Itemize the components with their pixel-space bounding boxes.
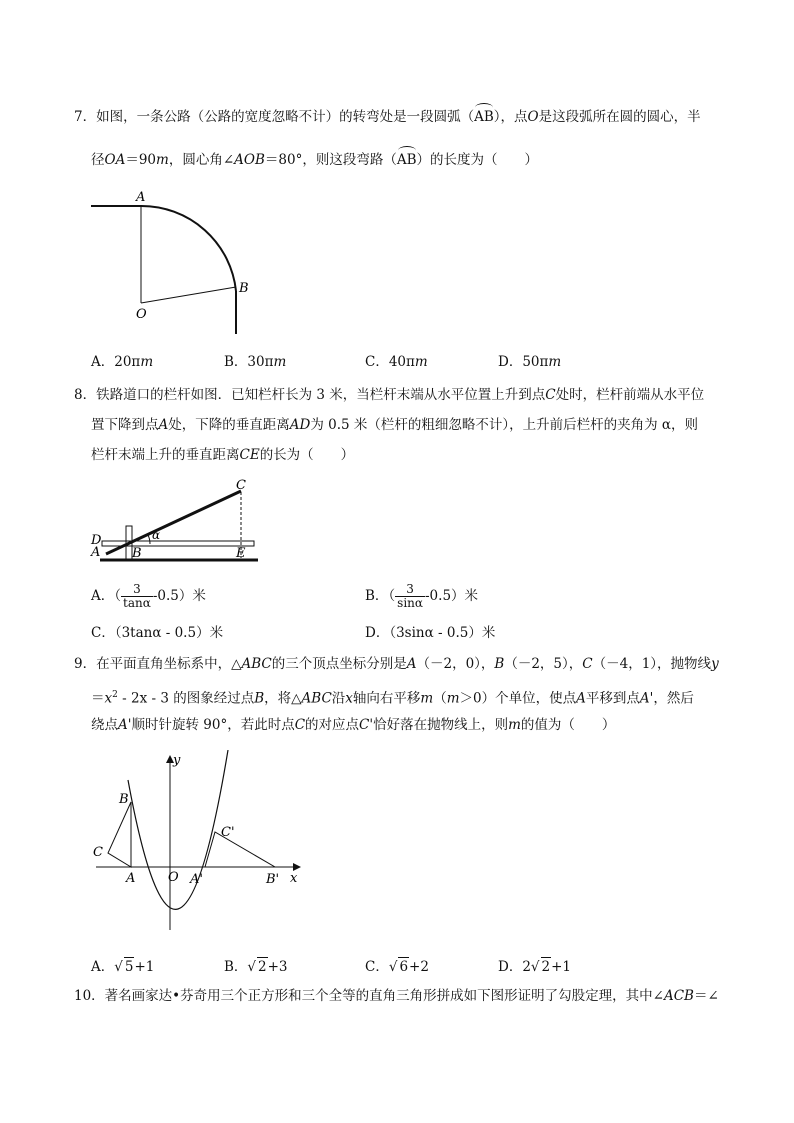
q10-line1: 10．著名画家达•芬奇用三个正方形和三个全等的直角三角形拼成如下图形证明了勾股定理，其中∠ACB＝∠ [74,988,719,1004]
q8-option-c[interactable]: C．（3tanα - 0.5）米 [91,625,224,641]
q8-line2: 置下降到点A处，下降的垂直距离AD为 0.5 米（栏杆的粗细忽略不计），上升前后栏杆的夹角为 α，则 [91,417,699,433]
label-c: C [236,478,246,493]
q9-option-b[interactable]: B．√ 2+3 [224,959,288,975]
q8-line3: 栏杆末端上升的垂直距离CE的长为（ ） [91,447,355,463]
label-o: O [168,870,179,885]
label-c-prime: C' [221,825,235,840]
triangle-apbpcp [205,832,275,867]
triangle-abc [108,802,131,867]
q9-option-c[interactable]: C．√ 6+2 [365,959,429,975]
parabola [128,750,228,909]
q9-option-a[interactable]: A．√ 5+1 [91,959,155,975]
label-b: B [132,546,142,561]
label-y: y [173,753,181,768]
q9-parabola-figure [88,750,308,935]
q9-line2: $=x^2 - 2x - 3$ 的图象经过点B，将△ABC沿x轴向右平移m（m＞0）个单位，使点A平移到点A'，然后 [91,690,694,707]
q7-option-b[interactable]: B．30πm [224,354,287,370]
label-x: x [290,871,298,886]
angle-alpha-arc [148,535,150,544]
label-o: O [136,307,147,322]
label-e: E [236,546,246,561]
label-b-prime: B' [266,872,280,887]
q7-option-c[interactable]: C．40πm [365,354,428,370]
q9-option-d[interactable]: D．2√ 2+1 [498,959,572,975]
raised-barrier [106,491,241,554]
q8-option-a-fraction: $\frac{3}{\tan\alpha}$ [123,582,151,610]
q8-option-a[interactable]: A．（ $\frac{3}{\tan\alpha}$ -0.5）米 [91,582,206,610]
radius-ob [141,287,236,303]
label-b: B [239,281,249,296]
q8-option-b[interactable]: B．（ $\frac{3}{\sin\alpha}$ -0.5）米 [365,582,479,610]
q9-line1: 9．在平面直角坐标系中，△ABC的三个顶点坐标分别是A（－2，0），B（－2，5），C（－4，1），抛物线y [74,656,719,672]
q9-line3: 绕点A'顺时针旋转 90°，若此时点C的对应点C'恰好落在抛物线上，则m的值为（ ） [91,717,616,733]
label-a: A [136,190,146,205]
label-alpha: α [152,528,161,542]
label-b: B [119,792,129,807]
road-arc [141,206,236,291]
q7-option-a[interactable]: A．20πm [91,354,154,370]
q8-barrier-figure [88,478,264,566]
label-a: A [126,871,136,886]
q7-line1: 7．如图，一条公路（公路的宽度忽略不计）的转弯处是一段圆弧（AB），点O是这段弧所在圆的圆心，半 [74,109,701,125]
q7-road-arc-figure [88,185,268,340]
q8-line1: 8．铁路道口的栏杆如图．已知栏杆长为 3 米，当栏杆末端从水平位置上升到点C处时，栏杆前端从水平位 [74,387,705,403]
q7-line2: 径OA＝90m，圆心角∠AOB＝80°，则这段弯路（AB）的长度为（ ） [91,152,538,168]
label-c: C [93,845,103,860]
q8-option-d[interactable]: D．（3sinα - 0.5）米 [365,625,496,641]
q8-option-b-fraction: $\frac{3}{\sin\alpha}$ [397,582,423,610]
label-a: A [91,545,101,560]
label-d: D [91,533,102,548]
q7-option-d[interactable]: D．50πm [498,354,562,370]
label-a-prime: A' [190,872,203,887]
